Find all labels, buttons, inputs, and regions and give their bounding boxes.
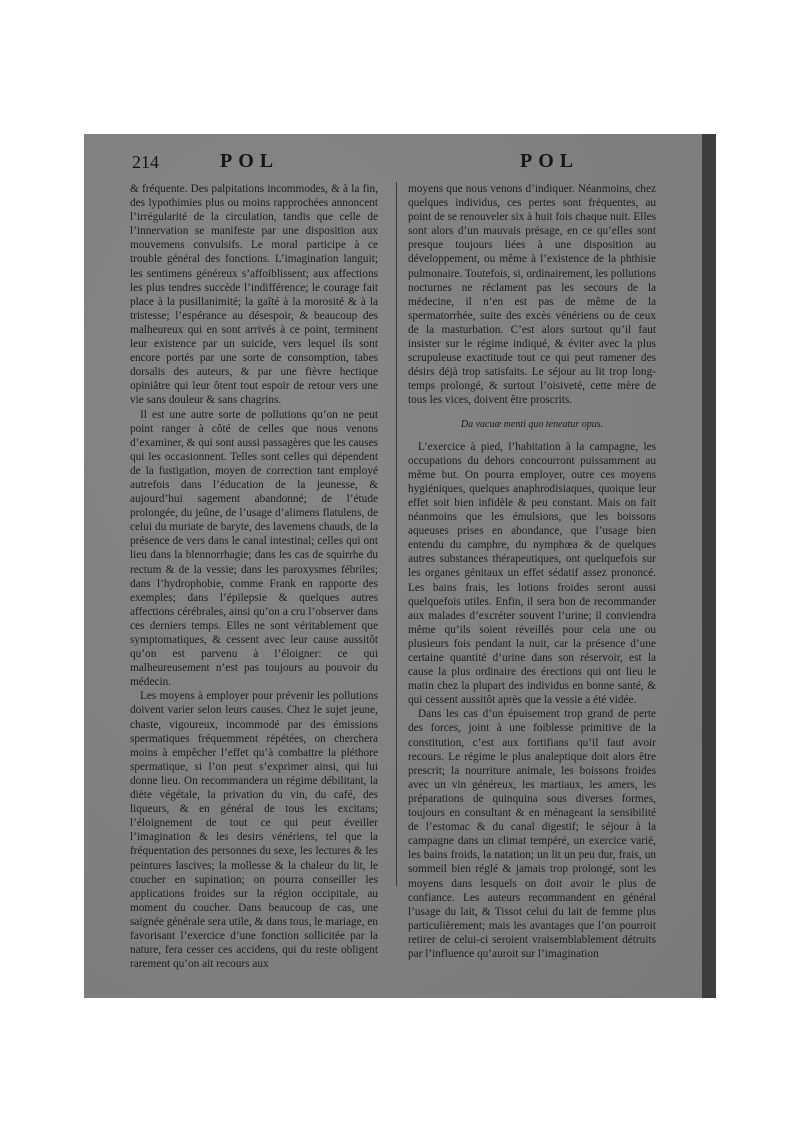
left-paragraph-3: Les moyens à employer pour prévenir les pollutions doivent varier selon leurs causes. Chez le sujet jeune, chaste, vigoureux, incommodé par des émissions spermatiques fréquemment répétées, on cherchera moins à empêcher l’effet qu’à combattre la pléthore spermatique, si l’on peut s’exprimer ainsi, qui lui donne lieu. On recommandera un régime débilitant, la diète végétale, la privation du vin, du café, des liqueurs, & en général de tous les excitans; l’éloignement de tout ce qui peut éveiller l’imagination & les desirs vénériens, tel que la fréquentation des personnes du sexe, les lectures & les peintures lascives; la mollesse & la chaleur du lit, le coucher en supination; on pourra conseiller les applications froides sur la région occipitale, au moment du coucher. Dans beaucoup de cas, une saignée générale sera utile, & dans tous, le mariage, en favorisant l’exercice d’une fonction sollicitée par la nature, fera cesser ces accidens, qui du reste obligent rarement qu’on ait recours aux (130, 690, 378, 971)
column-divider (396, 182, 397, 886)
running-head-left: POL (220, 150, 280, 172)
right-paragraph-1: moyens que nous venons d’indiquer. Néanmoins, chez quelques individus, ces pertes sont fréquentes, au point de se renouveler six à huit fois chaque nuit. Elles sont alors d’un mauvais présage, en ce qu’elles sont presque toujours liées à une disposition au développement, ou même à l’existence de la phthisie pulmonaire. Toutefois, si, ordinairement, les pollutions nocturnes ne réclament pas les secours de la médecine, il n’en est pas de même de la spermatorrhée, suite des excès vénériens ou de ceux de la masturbation. C’est alors surtout qu’il faut insister sur le régime indiqué, & éviter avec la plus scrupuleuse exactitude tout ce qui peut ramener des désirs déjà trop satisfaits. Le séjour au lit trop long-temps prolongé, & surtout l’oisiveté, cette mère de tous les vices, doivent être proscrits. (408, 183, 656, 407)
left-column (130, 182, 378, 971)
left-paragraph-1: & fréquente. Des palpitations incommodes, & à la fin, des lypothimies plus ou moins rapprochées annoncent l’irrégularité de la circulation, tandis que celle de l’innervation se manifeste par une disposition aux mouvemens convulsifs. Le moral participe à ce trouble général des fonctions. L’imagination languit; les sentimens généreux s’affoiblissent; aux affections les plus tendres succède l’indifférence; le courage fait place à la pusillanimité; la gaîté à la morosité & à la tristesse; l’espérance au désespoir, & beaucoup des malheureux qui en sont arrivés à ce point, terminent leur existence par un suicide, vers lequel ils sont encore portés par une sorte de consomption, tabes dorsalis des auteurs, & par une fièvre hectique opiniâtre qui leur ôtent tout espoir de retour vers une vie sans douleur & sans chagrins. (130, 183, 378, 407)
left-paragraph-2: Il est une autre sorte de pollutions qu’on ne peut point ranger à côté de celles que nous venons d’examiner, & qui sont aussi passagères que les causes qui les occasionnent. Telles sont celles qui dépendent de la fustigation, moyen de correction tant employé autrefois dans l’éducation de la jeunesse, & aujourd’hui sagement abandonné; de l’étude prolongée, du jeûne, de l’usage d’alimens flatulens, de celui du muriate de baryte, des lavemens chauds, de la présence de vers dans le canal intestinal; celles qui ont lieu dans la blennorrhagie; dans les cas de squirrhe du rectum & de la vessie; dans les paroxysmes fébriles; dans l’hydrophobie, comme Frank en rapporte des exemples; dans l’épilepsie & quelques autres affections cérébrales, ainsi qu’on a cru l’observer dans ces derniers temps. Elles ne sont véritablement que symptomatiques, & cessent avec leur cause aussitôt qu’on est parvenu à l’éloigner: ce qui malheureusement n’est pas toujours au pouvoir du médecin. (130, 408, 378, 689)
scan-edge-shadow (702, 134, 716, 998)
right-column (408, 182, 656, 961)
latin-epigraph: Da vacuæ menti quo teneatur opus. (460, 418, 604, 430)
running-head-right: POL (520, 150, 580, 172)
right-paragraph-3: Dans les cas d’un épuisement trop grand de perte des forces, joint à une foiblesse primitive de la constitution, c’est aux fortifians qu’il faut avoir recours. Le régime le plus analeptique doit alors être prescrit; la nourriture animale, les boissons froides avec un vin généreux, les martiaux, les amers, les préparations de quinquina sous diverses formes, toujours en consultant & en ménageant la sensibilité de l’estomac & du canal digestif; le séjour à la campagne dans un climat tempéré, un exercice varié, les bains froids, la natation; un lit un peu dur, frais, un sommeil bien réglé & jamais trop prolongé, sont les moyens dans lesquels on doit avoir le plus de confiance. Les auteurs recommandent en général l’usage du lait, & Tissot celui du lait de femme plus particulièrement; mais les avantages que l’on pourroit retirer de celui-ci seroient vraisemblablement détruits par l’influence qu’auroit sur l’imagination (408, 708, 656, 960)
page-number: 214 (132, 152, 159, 172)
scanned-page (84, 134, 716, 998)
right-paragraph-2: L’exercice à pied, l’habitation à la campagne, les occupations du dehors concourront puissamment au même but. On pourra employer, outre ces moyens hygiéniques, quelques anaphrodisiaques, quoique leur effet soit bien infidèle & peu constant. Mais on fait néanmoins que les émulsions, que les boissons aqueuses prises en abondance, que l’usage bien entendu du camphre, du nymphœa & de quelques autres substances thérapeutiques, ont quelquefois sur les organes génitaux un effet sédatif assez prononcé. Les bains frais, les lotions froides seront aussi quelquefois utiles. Enfin, il sera bon de recommander aux malades d’excréter souvent l’urine; il conviendra même qu’ils soient réveillés pour cela une ou plusieurs fois pendant la nuit, car la présence d’une certaine quantité d’urine dans son réservoir, est la cause la plus ordinaire des érections qui ont lieu le matin chez la plupart des individus en bonne santé, & qui cessent aussitôt après que la vessie a été vidée. (408, 440, 656, 707)
